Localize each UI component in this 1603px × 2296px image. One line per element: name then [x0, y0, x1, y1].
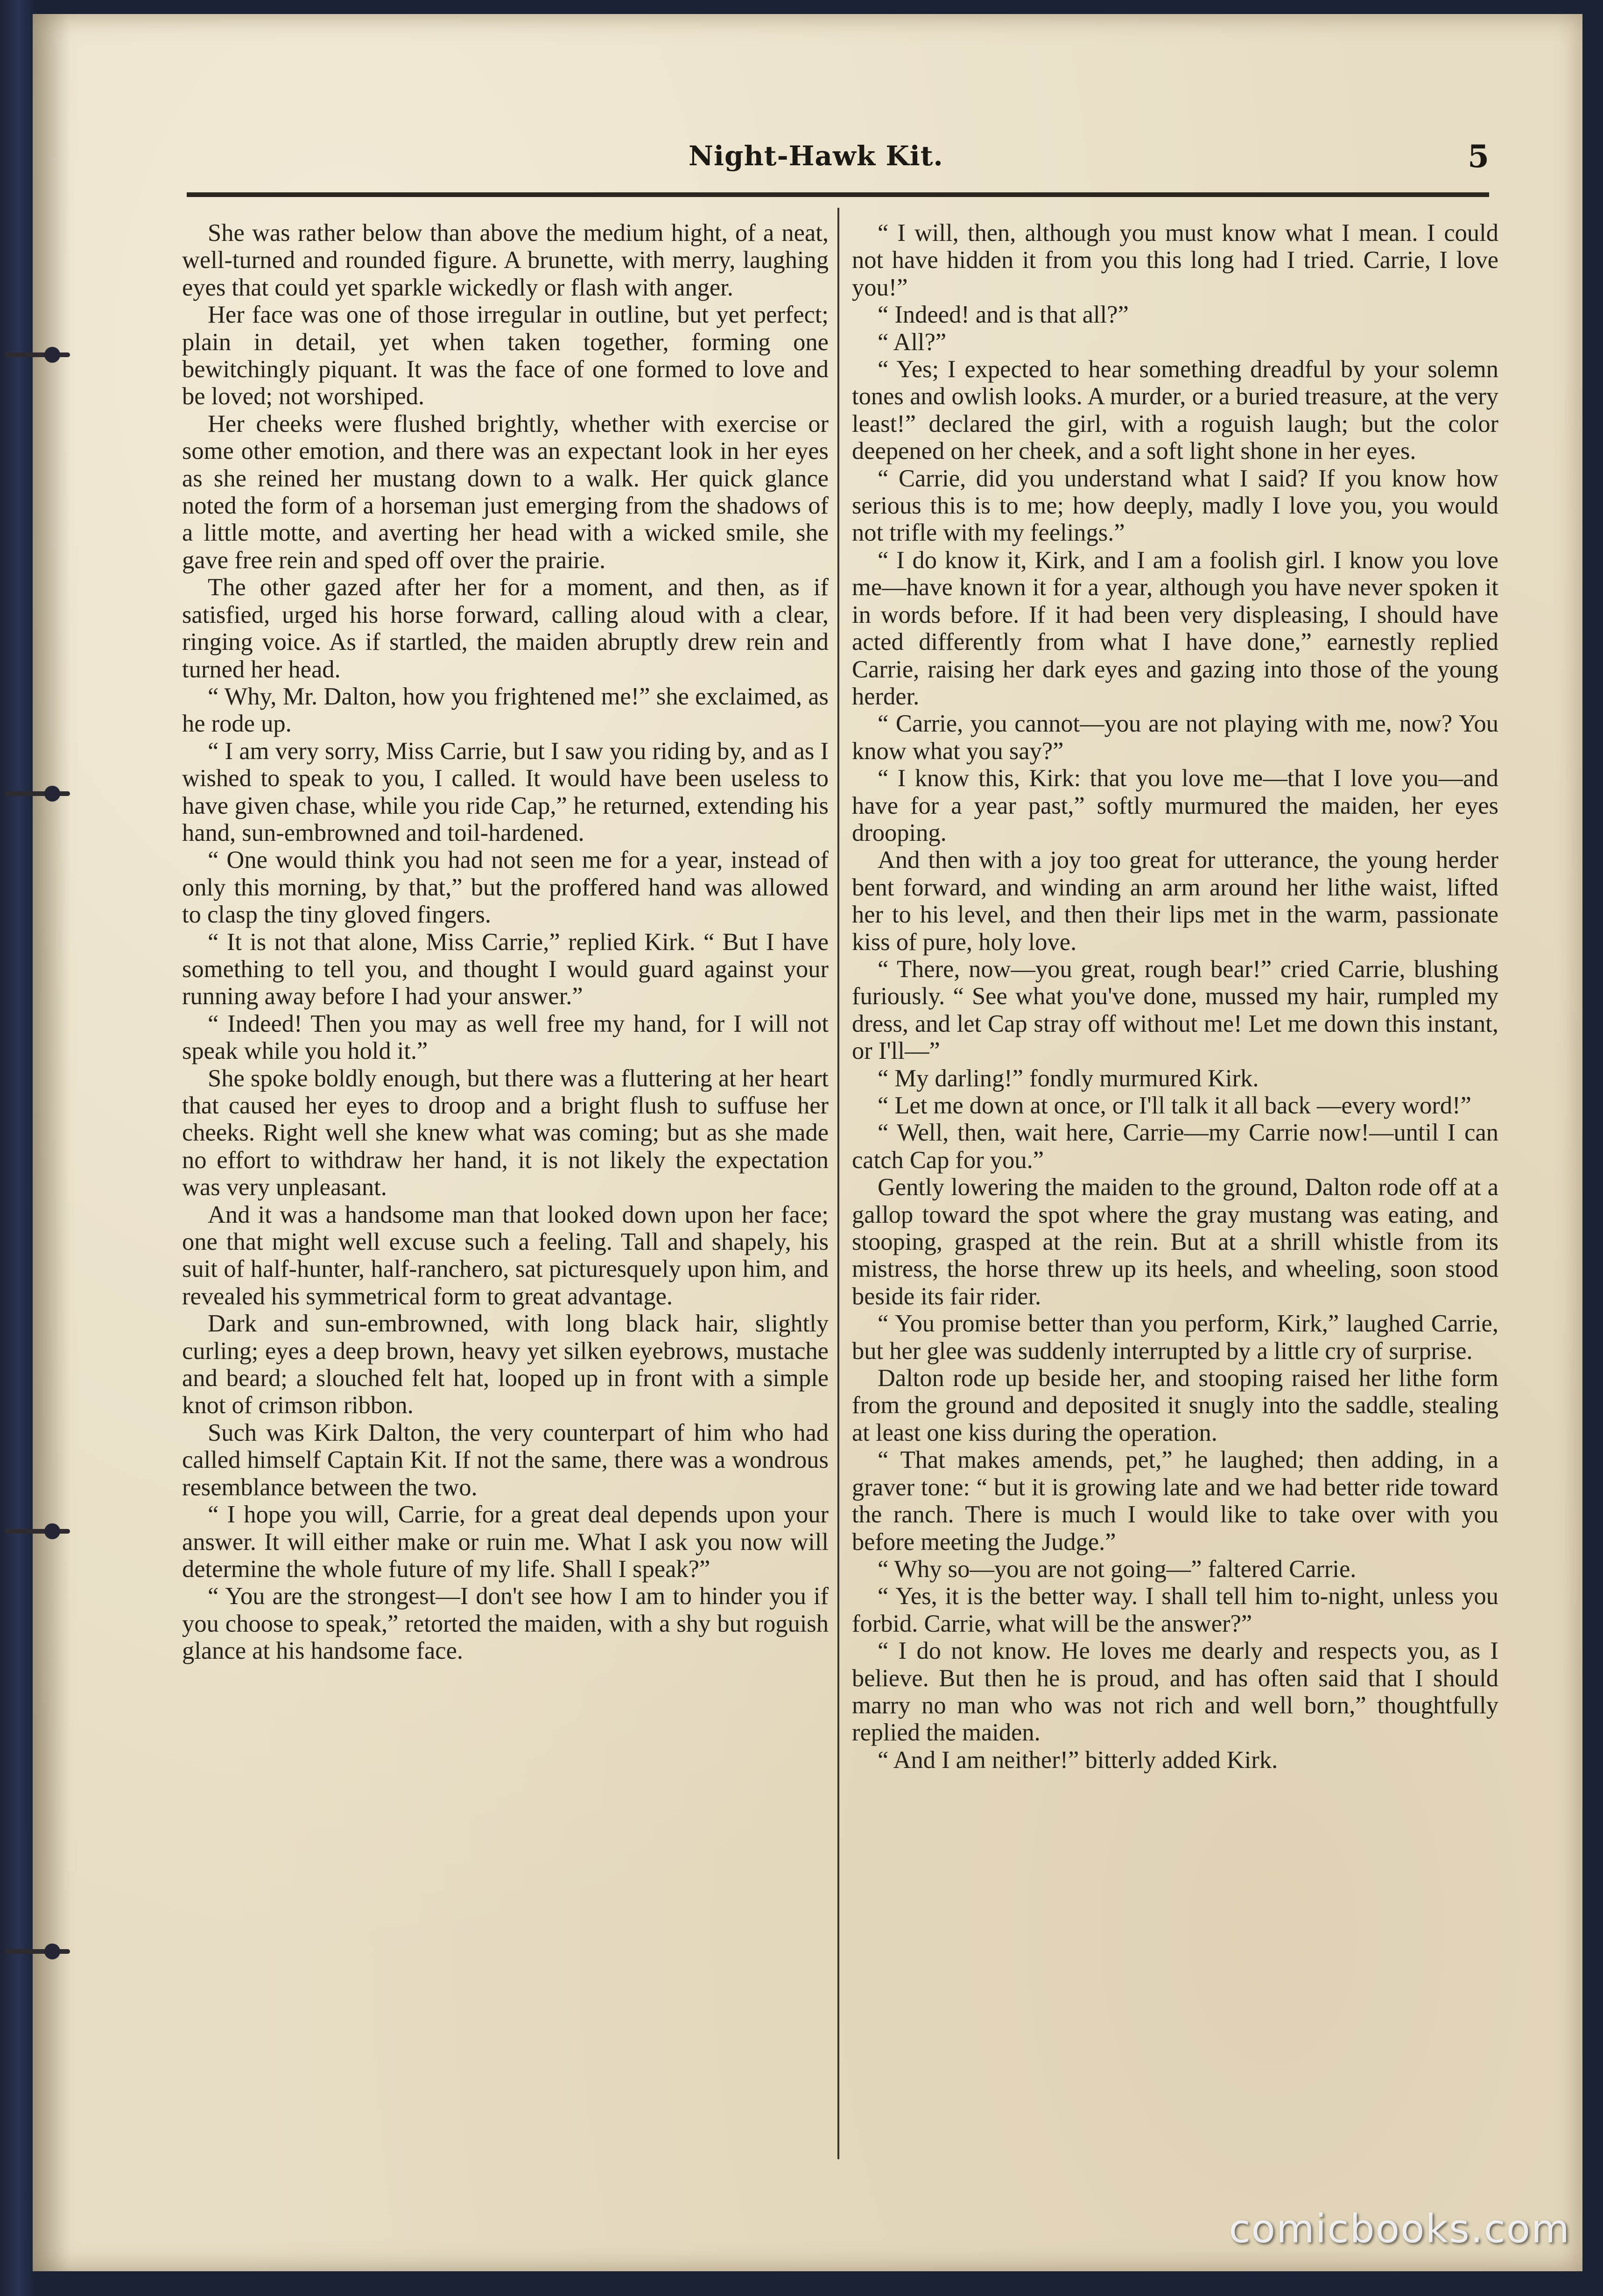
paragraph: And then with a joy too great for utterance, the young herder bent forward, and winding an arm around her lithe waist, lifted her to his level, and then their lips met in the warm, passionate kiss of pure, holy love. — [852, 846, 1498, 956]
paragraph: “ That makes amends, pet,” he laughed; then adding, in a graver tone: “ but it is growing late and we had better ride toward the ranch. There is much I would like to take over with you before meeting the Judge.” — [852, 1446, 1498, 1556]
binding-stitch-icon — [0, 1935, 70, 1968]
paragraph: “ I do not know. He loves me dearly and respects you, as I believe. But then he is proud, and has often said that I should marry no man who was not rich and well born,” thoughtfully replied the maiden. — [852, 1637, 1498, 1747]
paragraph: “ I am very sorry, Miss Carrie, but I saw you riding by, and as I wished to speak to you, I called. It would have been useless to have given chase, while you ride Cap,” he returned, extending his hand, sun-embrowned and toil-hardened. — [182, 737, 829, 846]
paragraph: “ Yes; I expected to hear something dreadful by your solemn tones and owlish looks. A murder, or a buried treasure, at the very least!” declared the girl, with a roguish laugh; but the color deepened on her cheek, and a soft light shone in her eyes. — [852, 356, 1498, 465]
paragraph: “ Indeed! and is that all?” — [878, 301, 1129, 329]
header-rule — [187, 192, 1489, 197]
paragraph: She spoke boldly enough, but there was a fluttering at her heart that caused her eyes to droop and a bright flush to suffuse her cheeks. Right well she knew what was coming; but as she made no effort to withdraw her hand, it is not likely the expectation was very unpleasant. — [182, 1064, 829, 1201]
paragraph: “ Well, then, wait here, Carrie—my Carrie now!—until I can catch Cap for you.” — [852, 1119, 1498, 1174]
page-number: 5 — [1468, 138, 1489, 175]
paragraph: Dark and sun-embrowned, with long black hair, slightly curling; eyes a deep brown, heavy yet silken eyebrows, mustache and beard; a slouched felt hat, looped up in front with a simple knot of crimson ribbon. — [182, 1310, 829, 1419]
paragraph: “ It is not that alone, Miss Carrie,” replied Kirk. “ But I have something to tell you, and thought I would guard against your running away before I had your answer.” — [182, 928, 829, 1010]
paragraph: “ Why, Mr. Dalton, how you frightened me!” she exclaimed, as he rode up. — [182, 683, 829, 738]
paragraph: And it was a handsome man that looked down upon her face; one that might well excuse such a feeling. Tall and shapely, his suit of half-hunter, half-ranchero, sat picturesquely upon him, and revealed his symmetrical form to great advantage. — [182, 1201, 829, 1310]
site-watermark: comicbooks.com — [1229, 2206, 1570, 2252]
paragraph: “ One would think you had not seen me for a year, instead of only this morning, by that,” but the proffered hand was allowed to clasp the tiny gloved fingers. — [182, 846, 829, 929]
paragraph: “ All?” — [878, 328, 947, 356]
paragraph: The other gazed after her for a moment, and then, as if satisfied, urged his horse forward, calling aloud with a clear, ringing voice. As if startled, the maiden abruptly drew rein and turned her head. — [182, 574, 829, 683]
paragraph: Her face was one of those irregular in outline, but yet perfect; plain in detail, yet when taken together, forming one bewitchingly piquant. It was the face of one formed to love and be loved; not worshiped. — [182, 301, 829, 410]
paragraph: “ I know this, Kirk: that you love me—that I love you—and have for a year past,” softly murmured the maiden, her eyes drooping. — [852, 765, 1498, 846]
paragraph: Such was Kirk Dalton, the very counterpart of him who had called himself Captain Kit. If not the same, there was a wondrous resemblance between the two. — [182, 1419, 829, 1501]
paragraph: “ Carrie, you cannot—you are not playing with me, now? You know what you say?” — [852, 710, 1498, 765]
paragraph: Dalton rode up beside her, and stooping raised her lithe form from the ground and deposited it snugly into the saddle, stealing at least one kiss during the operation. — [852, 1365, 1498, 1446]
paragraph: She was rather below than above the medium hight, of a neat, well-turned and rounded figure. A brunette, with merry, laughing eyes that could yet sparkle wickedly or flash with anger. — [182, 219, 829, 301]
binding-stitch-icon — [0, 777, 70, 810]
right-column — [852, 219, 1498, 1774]
binding-stitch-icon — [0, 338, 70, 371]
paragraph: “ Indeed! Then you may as well free my hand, for I will not speak while you hold it.” — [182, 1010, 829, 1065]
paragraph: Gently lowering the maiden to the ground, Dalton rode off at a gallop toward the spot where the gray mustang was eating, and stooping, grasped at the rein. But at a shrill whistle from its mistress, the horse threw up its heels, and wheeling, soon stood beside its fair rider. — [852, 1174, 1498, 1310]
binding-stitch-icon — [0, 1515, 70, 1548]
paragraph: “ There, now—you great, rough bear!” cried Carrie, blushing furiously. “ See what you've done, mussed my hair, rumpled my dress, and let Cap stray off without me! Let me down this instant, or I'll—” — [852, 955, 1498, 1065]
paragraph: “ Why so—you are not going—” faltered Carrie. — [878, 1555, 1357, 1583]
paragraph: “ Yes, it is the better way. I shall tell him to-night, unless you forbid. Carrie, what will be the answer?” — [852, 1583, 1498, 1637]
paragraph: “ My darling!” fondly murmured Kirk. — [878, 1064, 1259, 1092]
paragraph: “ I do know it, Kirk, and I am a foolish girl. I know you love me—have known it for a year, although you have never spoken it in words before. If it had been very displeasing, I should have acted differently from what I have done,” earnestly replied Carrie, raising her dark eyes and gazing into those of the young herder. — [852, 546, 1498, 710]
paragraph: Her cheeks were flushed brightly, whether with exercise or some other emotion, and there was an expectant look in her eyes as she reined her mustang down to a walk. Her quick glance noted the form of a horseman just emerging from the shadows of a little motte, and averting her head with a wicked smile, she gave free rein and sped off over the prairie. — [182, 410, 829, 574]
paragraph: “ I hope you will, Carrie, for a great deal depends upon your answer. It will either make or ruin me. What I ask you now will determine the whole future of my life. Shall I speak?” — [182, 1501, 829, 1583]
paragraph: “ You promise better than you perform, Kirk,” laughed Carrie, but her glee was suddenly interrupted by a little cry of surprise. — [852, 1310, 1498, 1365]
left-column — [182, 219, 829, 1665]
paragraph: “ I will, then, although you must know what I mean. I could not have hidden it from you this long had I tried. Carrie, I love you!” — [852, 219, 1498, 301]
paragraph: “ You are the strongest—I don't see how I am to hinder you if you choose to speak,” retorted the maiden, with a shy but roguish glance at his handsome face. — [182, 1583, 829, 1665]
paragraph: “ Let me down at once, or I'll talk it all back —every word!” — [878, 1092, 1471, 1119]
paragraph: “ And I am neither!” bitterly added Kirk. — [878, 1746, 1278, 1774]
column-divider — [837, 208, 839, 2159]
page-header — [187, 140, 1489, 177]
running-title: Night-Hawk Kit. — [689, 140, 943, 172]
paragraph: “ Carrie, did you understand what I said? If you know how serious this is to me; how deeply, madly I love you, you would not trifle with my feelings.” — [852, 465, 1498, 547]
